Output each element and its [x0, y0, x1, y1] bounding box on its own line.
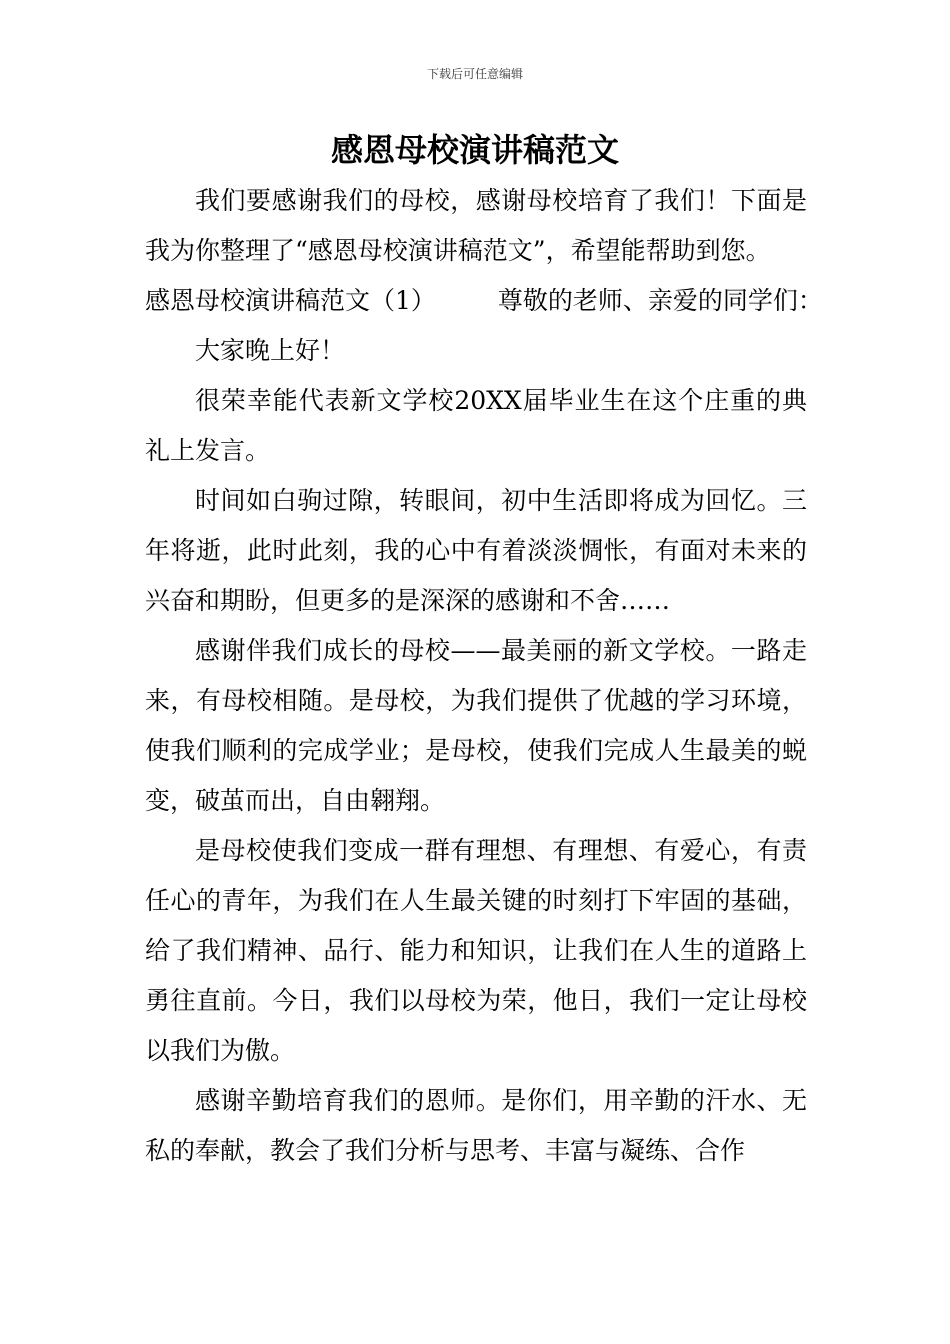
section-heading: 感恩母校演讲稿范文（1） — [145, 286, 436, 315]
intro-paragraph: 我们要感谢我们的母校，感谢母校培育了我们！下面是我为你整理了“感恩母校演讲稿范文”，希望能帮助到您。 — [145, 186, 807, 265]
body-paragraph: 是母校使我们变成一群有理想、有理想、有爱心，有责任心的青年，为我们在人生最关键的时刻打下牢固的基础，给了我们精神、品行、能力和知识，让我们在人生的道路上勇往直前。今日，我们以母校为荣，他日，我们一定让母校以我们为傲。 — [145, 836, 807, 1065]
header-note: 下载后可任意编辑 — [426, 67, 523, 81]
document-title: 感恩母校演讲稿范文 — [330, 131, 619, 169]
body-paragraph: 感谢辛勤培育我们的恩师。是你们，用辛勤的汗水、无私的奉献，教会了我们分析与思考、丰富与凝练、合作 — [145, 1086, 807, 1165]
body-paragraph: 感谢伴我们成长的母校——最美丽的新文学校。一路走来，有母校相随。是母校，为我们提供了优越的学习环境，使我们顺利的完成学业；是母校，使我们完成人生最美的蜕变，破茧而出，自由翱翔。 — [145, 636, 807, 815]
body-paragraph: 很荣幸能代表新文学校20XX届毕业生在这个庄重的典礼上发言。 — [145, 386, 807, 465]
greeting-paragraph: 大家晚上好！ — [195, 336, 346, 365]
document-body — [145, 176, 823, 1176]
section-heading-line — [145, 276, 823, 326]
body-paragraph: 时间如白驹过隙，转眼间，初中生活即将成为回忆。三年将逝，此时此刻，我的心中有着淡淡惆怅，有面对未来的兴奋和期盼，但更多的是深深的感谢和不舍…… — [145, 486, 807, 615]
salutation: 尊敬的老师、亲爱的同学们： — [497, 286, 823, 315]
